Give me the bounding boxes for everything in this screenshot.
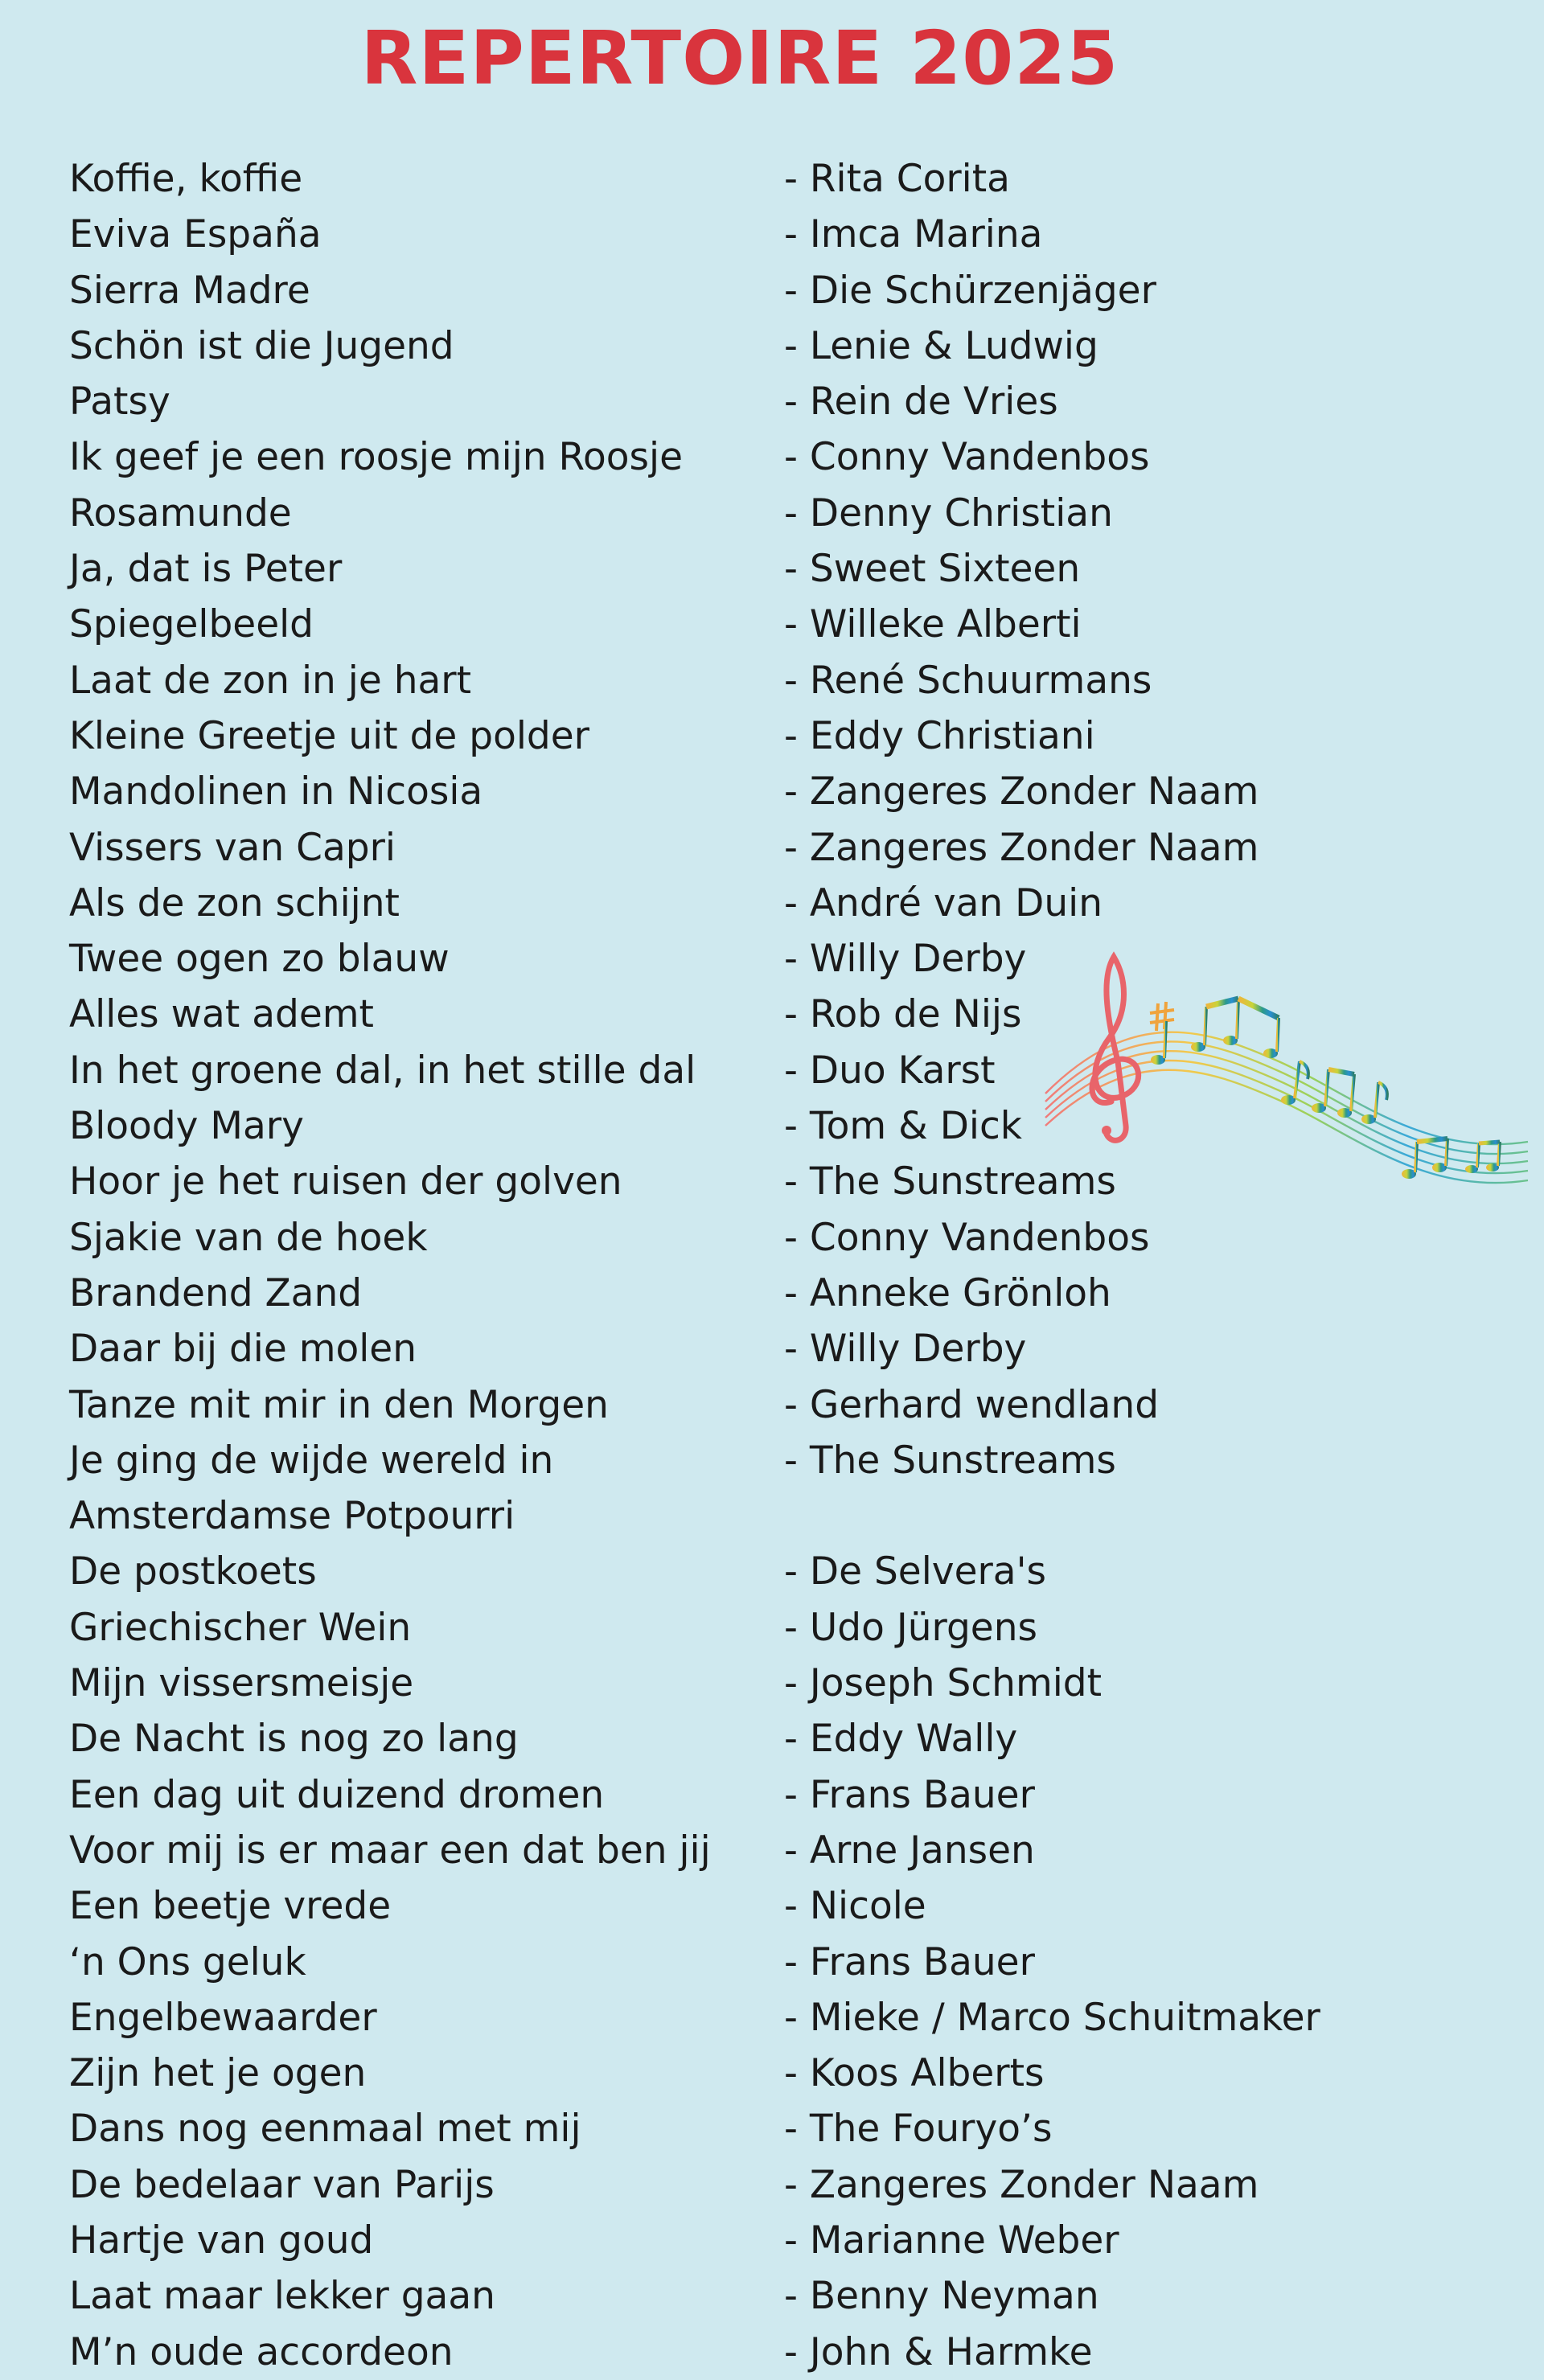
song-row [69,318,1436,374]
song-row [69,151,1436,207]
song-artist: - Rita Corita [784,157,1010,201]
song-artist: - De Selvera's [784,1549,1047,1594]
song-title: Voor mij is er maar een dat ben jij [69,1828,711,1873]
song-row [69,1823,1436,1878]
song-artist: - Nicole [784,1884,926,1929]
song-artist: - Mieke / Marco Schuitmaker [784,1995,1320,2040]
song-row [69,1488,1436,1544]
song-row [69,1656,1436,1711]
song-title: Dans nog eenmaal met mij [69,2107,581,2152]
song-row [69,374,1436,429]
song-artist: - Willeke Alberti [784,602,1082,647]
song-artist: - Zangeres Zonder Naam [784,769,1259,815]
song-row [69,1878,1436,1934]
song-title: Bloody Mary [69,1104,304,1149]
song-artist: - Frans Bauer [784,1772,1035,1817]
song-title: Schön ist die Jugend [69,323,454,368]
song-title: Patsy [69,380,170,425]
song-title: ‘n Ons geluk [69,1939,306,1984]
song-row [69,764,1436,819]
song-artist: - Anneke Grönloh [784,1270,1111,1315]
song-title: Rosamunde [69,490,292,536]
song-title: Laat maar lekker gaan [69,2274,495,2319]
song-title: Twee ogen zo blauw [69,937,450,982]
song-artist: - Conny Vandenbos [784,1215,1150,1260]
song-artist: - Rob de Nijs [784,992,1022,1037]
song-row [69,1935,1436,1990]
song-artist: - Conny Vandenbos [784,435,1150,480]
song-title: Ik geef je een roosje mijn Roosje [69,435,683,480]
song-artist: - Koos Alberts [784,2051,1045,2096]
song-artist: - Tom & Dick [784,1104,1022,1149]
song-title: Je ging de wijde wereld in [69,1438,554,1483]
song-title: Sjakie van de hoek [69,1215,428,1260]
song-title: Een beetje vrede [69,1884,392,1929]
song-row [69,1544,1436,1599]
song-title: De Nacht is nog zo lang [69,1717,519,1762]
song-artist: - Willy Derby [784,937,1027,982]
song-row [69,2213,1436,2268]
song-artist: - Frans Bauer [784,1939,1035,1984]
song-artist: - Imca Marina [784,212,1043,257]
song-row [69,486,1436,541]
song-artist: - Rein de Vries [784,380,1058,425]
song-row [69,2157,1436,2213]
song-artist: - Sweet Sixteen [784,547,1081,592]
song-artist: - Eddy Christiani [784,713,1095,758]
song-row [69,1711,1436,1767]
song-title: Hartje van goud [69,2218,374,2263]
song-row [69,1210,1436,1266]
song-row [69,2046,1436,2101]
song-title: M’n oude accordeon [69,2329,454,2374]
song-title: Koffie, koffie [69,157,303,201]
song-title: Engelbewaarder [69,1995,377,2040]
song-row [69,263,1436,318]
song-title: Ja, dat is Peter [69,547,343,592]
song-list [69,151,1436,2380]
song-row [69,2325,1436,2380]
song-title: De postkoets [69,1549,317,1594]
song-artist: - André van Duin [784,880,1103,925]
song-title: Vissers van Capri [69,825,396,870]
song-row [69,541,1436,597]
song-row [69,653,1436,708]
song-row [69,2101,1436,2156]
song-title: Mandolinen in Nicosia [69,769,483,815]
song-title: Mijn vissersmeisje [69,1661,414,1706]
song-artist: - Arne Jansen [784,1828,1035,1873]
song-title: Eviva España [69,212,322,257]
song-row [69,1600,1436,1656]
song-artist: - Joseph Schmidt [784,1661,1103,1706]
page-title: REPERTOIRE 2025 [360,15,1119,101]
song-row [69,1377,1436,1433]
song-title: Als de zon schijnt [69,880,400,925]
song-artist: - Gerhard wendland [784,1382,1160,1427]
song-row [69,1767,1436,1823]
song-artist: - John & Harmke [784,2329,1093,2374]
song-artist: - Die Schürzenjäger [784,268,1156,313]
song-artist: - The Fouryo’s [784,2107,1053,2152]
song-title: Amsterdamse Potpourri [69,1494,515,1539]
song-row [69,1990,1436,2046]
song-row [69,429,1436,485]
song-row [69,1433,1436,1488]
song-artist: - Lenie & Ludwig [784,323,1098,368]
song-row [69,2268,1436,2324]
song-title: Daar bij die molen [69,1327,417,1372]
song-title: Spiegelbeeld [69,602,314,647]
song-artist: - Zangeres Zonder Naam [784,2162,1259,2207]
song-title: Brandend Zand [69,1270,363,1315]
song-row [69,1321,1436,1377]
song-title: Kleine Greetje uit de polder [69,713,590,758]
treble-clef-icon [1092,957,1139,1140]
song-artist: - The Sunstreams [784,1438,1116,1483]
song-artist: - Willy Derby [784,1327,1027,1372]
song-artist: - Benny Neyman [784,2274,1099,2319]
song-title: De bedelaar van Parijs [69,2162,495,2207]
song-artist: - Duo Karst [784,1048,996,1093]
song-title: Hoor je het ruisen der golven [69,1159,622,1204]
song-title: Sierra Madre [69,268,310,313]
song-artist: - Eddy Wally [784,1717,1018,1762]
song-title: Griechischer Wein [69,1605,412,1650]
song-title: Zijn het je ogen [69,2051,367,2096]
song-row [69,820,1436,876]
song-title: Tanze mit mir in den Morgen [69,1382,609,1427]
song-artist: - René Schuurmans [784,658,1152,703]
song-artist [784,1488,1436,1544]
song-row [69,207,1436,262]
song-artist: - Udo Jürgens [784,1605,1038,1650]
song-title: In het groene dal, in het stille dal [69,1048,696,1093]
song-row [69,1266,1436,1321]
song-artist: - Marianne Weber [784,2218,1119,2263]
song-artist: - The Sunstreams [784,1159,1116,1204]
song-row [69,876,1436,931]
song-artist: - Zangeres Zonder Naam [784,825,1259,870]
song-row [69,597,1436,652]
song-artist: - Denny Christian [784,490,1113,536]
song-title: Een dag uit duizend dromen [69,1772,605,1817]
song-title: Laat de zon in je hart [69,658,472,703]
song-row [69,708,1436,764]
song-title: Alles wat ademt [69,992,374,1037]
music-notes-icon [1037,941,1536,1214]
